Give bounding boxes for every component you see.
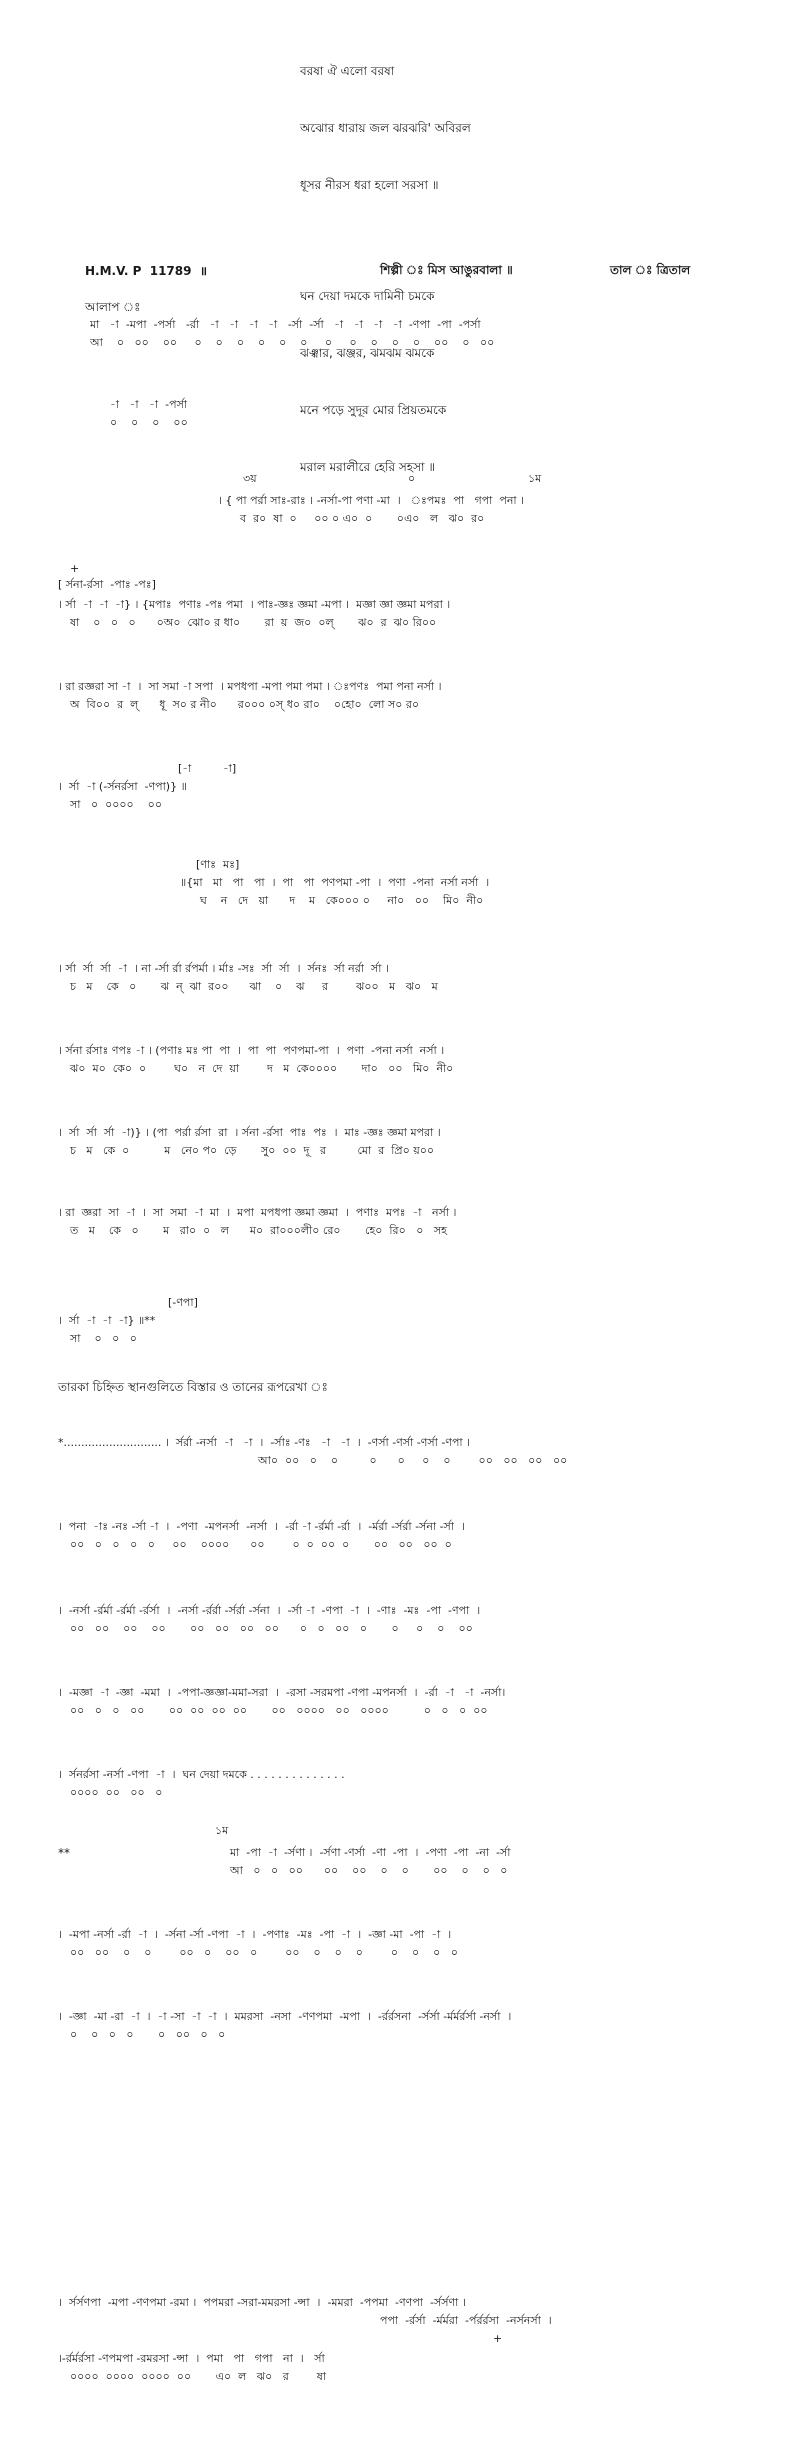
swar-line: । র্সা -া -া -া} ॥** [58, 1314, 156, 1327]
swar-line: *............................ । র্সর্রা -নর্সা -া -া । -র্সাঃ -ণঃ -া -া । -ণর্সা -ণর্সা -ণর্সা -ণপা । [58, 1436, 471, 1449]
swar-line: । র্সা -া (-র্সনর্রসা -ণপা)} ॥ [58, 780, 187, 793]
lyric-line: ০ ০ ০ ০ ০ ০০ ০ ০ [70, 2028, 226, 2041]
lyric-line: ঝ০ ম০ কে০ ০ ঘ০ ন দে য়া দ ম কে০০০০ দা০ ০০ মি০ নী০ [70, 1062, 454, 1075]
bracket-note: [ র্সনা-র্রসা -পাঃ -পঃ] [58, 578, 156, 591]
beat-marker-3: ৩য় [243, 472, 257, 485]
beat-marker-1: ১ম [528, 472, 542, 485]
sam-marker: + [493, 2332, 503, 2345]
lyric-line: চ ম কে ০ ঝ ন্ ঝা র০০ ঝা ০ ঝ র ঝ০০ ম ঝ০ ম [70, 980, 438, 993]
poem-line: অঝোর ধারায় জল ঝরঝরি' অবিরল [300, 121, 471, 135]
swar-line: । রা জ্ঞরা সা -া । সা সমা -া মা । মপা মপধপা জ্ঞমা জ্ঞমা । পণাঃ মপঃ -া নর্সা । [58, 1206, 457, 1219]
swar-line: । -নর্সা -র্রর্মা -র্রর্মা -র্রর্সা । -নর্সা -র্রর্রা -র্সর্রা -র্সনা । -র্সা -া -ণপা -া । -ণাঃ -মঃ -পা -ণপা । [58, 1604, 481, 1617]
swar-line: । পনা -াঃ -নঃ -র্সা -া । -পণা -মপনর্সা -নর্সা । -র্রা -া -র্রর্মা -র্রা । -র্মর্রা -র্সর্রা -র্সনা -র্সা । [58, 1520, 465, 1533]
lyric-line: ষা ০ ০ ০ ০অ০ ঝো০ র ধা০ রা য় জ০ ০ল্ ঝ০ র ঝ০ রি০০ [70, 616, 437, 629]
alap-heading: আলাপ ঃ [85, 300, 141, 314]
lyric-line: ০০০০ ০০০০ ০০০০ ০০ এ০ ল ঝ০ র ষা [70, 2370, 327, 2383]
lyric-line: ০০ ০ ০ ০০ ০০ ০০ ০০ ০০ ০০ ০০০০ ০০ ০০০০ ০ ০ ০ ০০ [70, 1704, 488, 1717]
poem-line: মরাল মরালীরে হেরি সহসা ॥ [300, 460, 436, 474]
poem-line: মনে পড়ে সুদূর মোর প্রিয়তমকে [300, 403, 447, 417]
bracket-note: [-া -া] [178, 762, 237, 775]
beat-marker-0: ০ [408, 472, 416, 485]
lyric-line: আ ০ ০০ ০০ ০ ০ ০ ০ ০ ০ ০ ০ ০ ০ ০ ০০ ০ ০০ [90, 336, 495, 349]
swar-line: । -মজ্ঞা -া -জ্ঞা -মমা । -পপা-জ্ঞজ্ঞা-মমা-সরা । -রসা -সরমপা -ণপা -মপনর্সা । -র্রা -া -া -নর্সা। [58, 1686, 506, 1699]
lyric-line: সা ০ ০ ০ [70, 1332, 137, 1345]
lyric-line: ০০ ০০ ০০ ০০ ০০ ০০ ০০ ০০ ০ ০ ০০ ০ ০ ০ ০ ০০ [70, 1622, 473, 1635]
lyric-line: অ বি০০ র ল্ ধূ স০ র নী০ র০০০ ০স্ ধ০ রা০ ০হো০ লো স০ র০ [70, 698, 420, 711]
beat-marker-1: ১ম [215, 1824, 229, 1837]
lyric-line: ০০ ০ ০ ০ ০ ০০ ০০০০ ০০ ০ ০ ০০ ০ ০০ ০০ ০০ ০ [70, 1538, 452, 1551]
swar-line: । র্সর্সণপা -মপা -ণণপমা -রমা । পপমরা -সরা-মমরসা -ন্সা । -মমরা -পপমা -ণণপা -র্সর্সণা । [58, 2296, 466, 2309]
swar-line: ।-র্রর্মর্রসা -ণপমপা -রমরসা -ন্সা । পমা পা গপা না । র্সা [58, 2352, 325, 2365]
swar-line: । র্সনর্রসা -নর্সা -ণপা -া । ঘন দেয়া দমকে . . . . . . . . . . . . . . [58, 1768, 345, 1781]
double-star-marker: ** [58, 1846, 70, 1860]
poem-line: ধূসর নীরস ধরা হলো সরসা ॥ [300, 178, 439, 192]
swar-line: ॥{মা মা পা পা । পা পা পণপমা -পা । পণা -পনা নর্সা নর্সা । [180, 876, 490, 889]
lyric-line: ০ ০ ০ ০০ [110, 416, 188, 429]
swar-line: । র্সা র্সা র্সা -া)} । (পা পর্রা র্রসা রা । র্সনা -র্রসা পাঃ পঃ । মাঃ -জ্ঞঃ জ্ঞমা মপরা । [58, 1126, 441, 1139]
swar-line: -া -া -া -পর্সা [110, 398, 188, 411]
record-number: H.M.V. P 11789 ॥ [85, 264, 208, 278]
lyric-line: সা ০ ০০০০ ০০ [70, 798, 162, 811]
sam-marker: + [70, 562, 80, 575]
swar-line: মা -পা -া -র্সণা । -র্সণা -ণর্সা -ণা -পা । -পণা -পা -না -র্সা [230, 1846, 511, 1859]
swar-line: । { পা পর্রা সাঃ-রাঃ । -নর্সা-পা পণা -মা । ঃপমঃ পা গপা পনা । [218, 494, 525, 507]
poem-line: ঝঞ্ঝার, ঝঞ্জর, ঝমঝম ঝমকে [300, 346, 435, 360]
poem-line: ঘন দেয়া দমকে দামিনী চমকে [300, 289, 435, 303]
bracket-note: [ণাঃ মঃ] [196, 858, 240, 871]
taan-heading: তারকা চিহ্নিত স্থানগুলিতে বিস্তার ও তানের রূপরেখা ঃ [58, 1380, 328, 1394]
swar-line: । র্সা র্সা র্সা -া । না -র্সা র্রা র্রপর্মা । র্মাঃ -সঃ র্সা র্সা । র্সনঃ র্সা নর্রা র্সা । [58, 962, 389, 975]
lyric-line: ০০০০ ০০ ০০ ০ [70, 1786, 163, 1799]
swar-line: মা -া -মপা -পর্সা -র্রা -া -া -া -া -র্সা -র্সা -া -া -া -া -ণপা -পা -পর্সা [90, 318, 481, 331]
swar-line: । -জ্ঞা -মা -রা -া । -া -সা -া -া । মমরসা -নসা -ণণপমা -মপা । -র্রর্রসনা -র্সর্সা -র্মর্মর্রর্সা -নর্সা । [58, 2010, 512, 2023]
taal-name: তাল ঃ ত্রিতাল [610, 263, 691, 277]
swar-line: । রা রজ্ঞরা সা -া । সা সমা -া সপা । মপধপা -মপা পমা পমা । ঃপণঃ পমা পনা নর্সা । [58, 680, 442, 693]
poem-line: বরষা ঐ এলো বরষা [300, 64, 395, 78]
swar-line: । র্সা -া -া -া} । {মপাঃ পণাঃ -পঃ পমা । পাঃ-জ্ঞঃ জ্ঞমা -মপা । মজ্ঞা জ্ঞা জ্ঞমা মপরা । [58, 598, 451, 611]
swar-line: পপা -র্রর্সা -র্মর্মরা -র্পর্রর্রসা -নর্সনর্সা । [380, 2314, 552, 2327]
lyric-line: চ ম কে ০ ম নে০ প০ ড়ে সু০ ০০ দূ র মো র প্রি০ য়০০ [70, 1144, 435, 1157]
lyric-line: ব র০ ষা ০ ০০ ০ এ০ ০ ০এ০ ল ঝ০ র০ [240, 512, 485, 525]
lyric-line: ০০ ০০ ০ ০ ০০ ০ ০০ ০ ০০ ০ ০ ০ ০ ০ ০ ০ [70, 1946, 458, 1959]
lyric-line: আ০ ০০ ০ ০ ০ ০ ০ ০ ০০ ০০ ০০ ০০ [258, 1454, 568, 1467]
swar-line: । -মপা -নর্সা -র্রা -া । -র্সনা -র্সা -ণপা -া । -পণাঃ -মঃ -পা -া । -জ্ঞা -মা -পা -া । [58, 1928, 452, 1941]
swar-line: । র্সনা র্রসাঃ ণপঃ -া । (পণাঃ মঃ পা পা । পা পা পণপমা-পা । পণা -পনা নর্সা নর্সা । [58, 1044, 445, 1057]
artist-name: শিল্পী ঃ মিস আঙুরবালা ॥ [380, 263, 513, 277]
lyric-line: আ ০ ০ ০০ ০০ ০০ ০ ০ ০০ ০ ০ ০ [230, 1864, 508, 1877]
bracket-note: [-ণপা] [168, 1296, 198, 1309]
lyric-line: ঘ ন দে য়া দ ম কে০০০ ০ না০ ০০ মি০ নী০ [200, 894, 484, 907]
lyric-line: ত ম কে ০ ম রা০ ০ ল ম০ রা০০০লী০ রে০ হে০ রি০ ০ সহ [70, 1224, 447, 1237]
